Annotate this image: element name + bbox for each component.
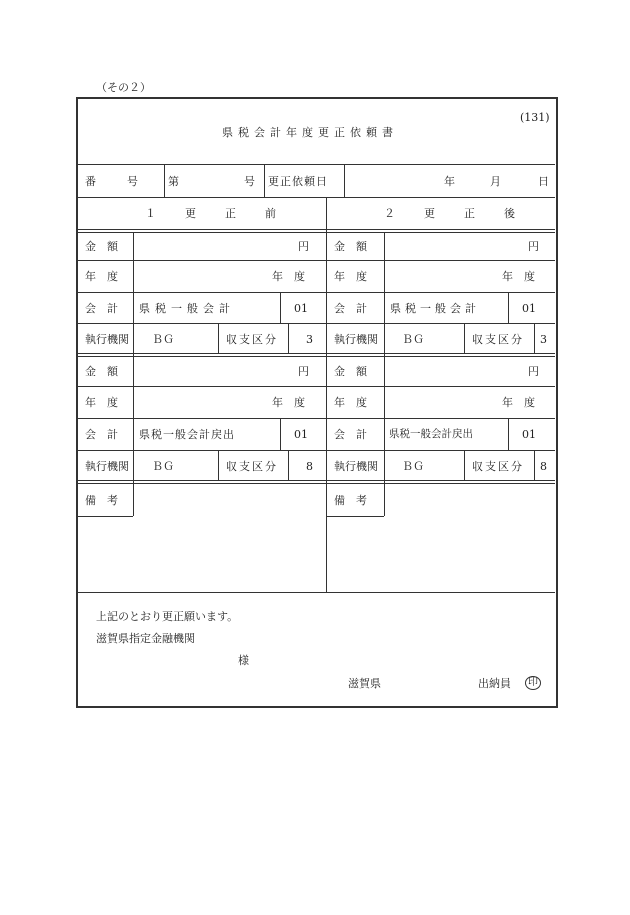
account-label: 会 計 (334, 302, 367, 315)
class-label: 収支区分 (472, 333, 524, 346)
number-suffix: 号 (244, 175, 255, 188)
year-label: 年 度 (334, 396, 367, 409)
account-label: 会 計 (85, 428, 118, 441)
account-value: 県税一般会計 (390, 302, 480, 315)
agency-label: 執行機関 (334, 333, 378, 346)
class-value: 8 (540, 460, 547, 473)
day-unit: 日 (538, 175, 549, 188)
number-prefix: 第 (168, 175, 179, 188)
year-label: 年 度 (334, 270, 367, 283)
officer-title: 出納員 (478, 677, 511, 690)
account-value-after: 県税一般会計戻出 (389, 428, 473, 440)
prefecture-name: 滋賀県 (348, 677, 381, 690)
account-value: 県税一般会計 (139, 302, 235, 315)
account-value-before: 県税一般会計戻出 (139, 428, 235, 441)
year-label: 年 度 (85, 270, 118, 283)
account-label: 会 計 (85, 302, 118, 315)
column-before: １ 更 正 前 (145, 207, 285, 220)
honorific: 様 (238, 654, 249, 667)
amount-label: 金 額 (334, 240, 367, 253)
yen-unit: 円 (528, 365, 539, 378)
agency-value: ＢＧ (152, 333, 174, 346)
agency-label: 執行機関 (85, 460, 129, 473)
account-code: 01 (522, 428, 536, 441)
account-code: 01 (294, 302, 308, 315)
form-number: (131) (520, 111, 550, 124)
month-unit: 月 (490, 175, 501, 188)
request-text: 上記のとおり更正願います。 (96, 610, 239, 623)
amount-label: 金 額 (334, 365, 367, 378)
form-title: 県税会計年度更正依頼書 (222, 126, 398, 139)
agency-value: ＢＧ (152, 460, 174, 473)
remarks-label: 備 考 (85, 494, 118, 507)
account-code: 01 (294, 428, 308, 441)
remarks-label: 備 考 (334, 494, 367, 507)
seal-mark: 印 (525, 676, 541, 690)
yen-unit: 円 (298, 365, 309, 378)
page-label: （その２） (96, 81, 151, 94)
number-label: 番 号 (85, 175, 141, 188)
class-label: 収支区分 (226, 460, 278, 473)
year-unit: 年 (444, 175, 455, 188)
amount-label: 金 額 (85, 240, 118, 253)
class-value: 8 (306, 460, 313, 473)
bank-name: 滋賀県指定金融機関 (96, 632, 195, 645)
year-unit: 年 度 (502, 270, 535, 283)
year-unit: 年 度 (272, 270, 305, 283)
year-unit: 年 度 (502, 396, 535, 409)
year-unit: 年 度 (272, 396, 305, 409)
agency-label: 執行機関 (85, 333, 129, 346)
yen-unit: 円 (528, 240, 539, 253)
amount-label: 金 額 (85, 365, 118, 378)
agency-value: ＢＧ (402, 333, 424, 346)
class-value: 3 (540, 333, 547, 346)
yen-unit: 円 (298, 240, 309, 253)
date-label: 更正依頼日 (268, 175, 328, 188)
account-label: 会 計 (334, 428, 367, 441)
class-label: 収支区分 (472, 460, 524, 473)
class-label: 収支区分 (226, 333, 278, 346)
class-value: 3 (306, 333, 313, 346)
agency-value: ＢＧ (402, 460, 424, 473)
account-code: 01 (522, 302, 536, 315)
column-after: ２ 更 正 後 (384, 207, 524, 220)
agency-label: 執行機関 (334, 460, 378, 473)
year-label: 年 度 (85, 396, 118, 409)
